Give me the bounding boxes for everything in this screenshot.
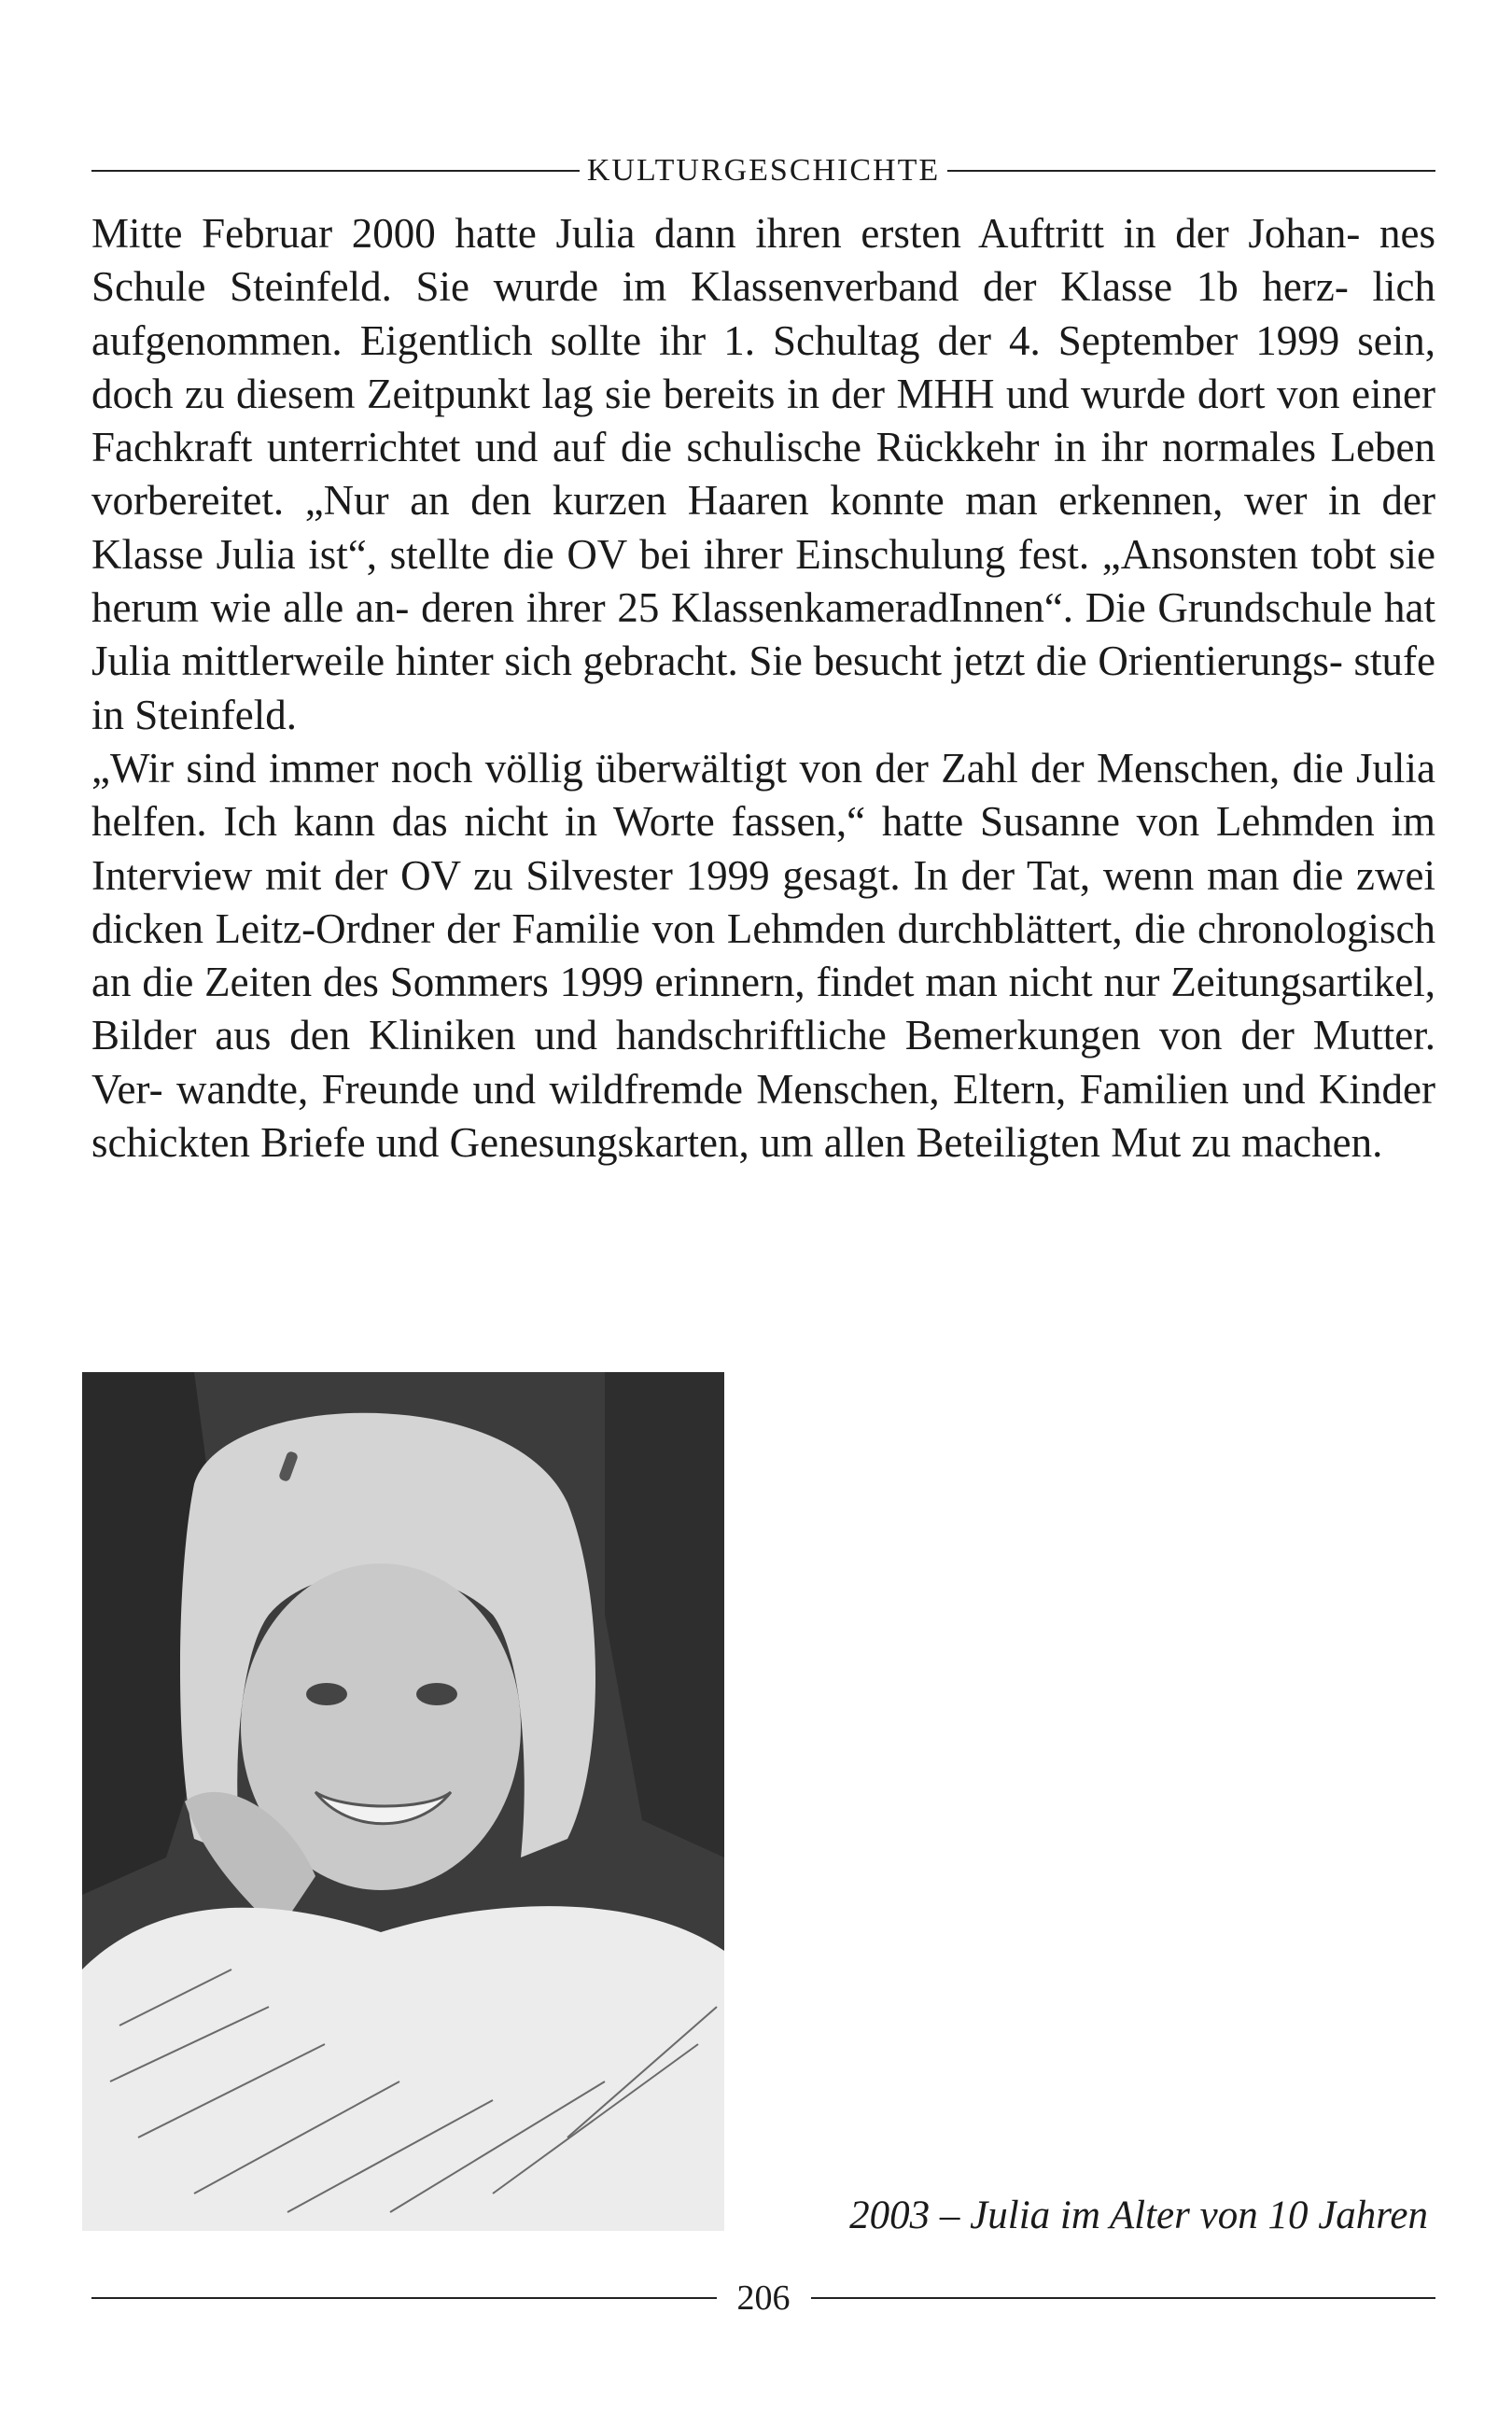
text-line: Kinder schickten Briefe und Genesungskarten, um allen Beteiligten bbox=[91, 1065, 1436, 1167]
text-line: mittlerweile hinter sich gebracht. Sie besucht jetzt die Orientierungs- bbox=[181, 638, 1343, 685]
running-title: KULTURGESCHICHTE bbox=[586, 153, 941, 188]
text-line: 1999 erinnern, findet man nicht nur Zeitungsartikel, Bilder aus den bbox=[91, 959, 1435, 1059]
portrait-illustration bbox=[82, 1372, 724, 2231]
paragraph-1 bbox=[91, 207, 1435, 742]
shirt bbox=[82, 1906, 724, 2231]
text-line: nes Schule Steinfeld. Sie wurde im Klassenverband der Klasse 1b herz- bbox=[91, 210, 1436, 311]
article-body bbox=[91, 207, 1435, 1170]
paragraph-2 bbox=[91, 742, 1435, 1170]
text-line: wandte, Freunde und wildfremde Menschen, Eltern, Familien und bbox=[176, 1065, 1306, 1113]
text-line: Mut zu machen. bbox=[1111, 1119, 1383, 1167]
left-eye bbox=[306, 1683, 347, 1705]
footer-rule-right bbox=[811, 2297, 1436, 2299]
text-line: Rückkehr in ihr normales Leben vorbereitet. „Nur an den kurzen bbox=[91, 424, 1435, 525]
text-line: wurde dort von einer Fachkraft unterrichtet und auf die schulische bbox=[91, 370, 1435, 471]
text-line: 1999 sein, doch zu diesem Zeitpunkt lag sie bereits in der MHH und bbox=[91, 316, 1435, 417]
footer-rule-left bbox=[91, 2297, 717, 2299]
text-line: Kliniken und handschriftliche Bemerkungen von der Mutter. Ver- bbox=[91, 1012, 1436, 1113]
text-line: OV bei ihrer Einschulung fest. „Ansonsten tobt sie herum wie alle an- bbox=[91, 530, 1435, 632]
text-line: die Julia helfen. Ich kann das nicht in Worte fassen,“ hatte Susanne bbox=[91, 744, 1436, 846]
running-head bbox=[91, 147, 1435, 194]
text-line: von Lehmden im Interview mit der OV zu Silvester 1999 gesagt. In bbox=[91, 798, 1436, 899]
photo-caption: 2003 – Julia im Alter von 10 Jahren bbox=[849, 2194, 1428, 2237]
text-line: deren ihrer 25 KlassenkameradInnen“. Die Grundschule hat Julia bbox=[91, 584, 1435, 685]
right-eye bbox=[416, 1683, 457, 1705]
text-line: stufe in Steinfeld. bbox=[91, 638, 1436, 738]
page-number: 206 bbox=[736, 2278, 791, 2318]
header-rule-left bbox=[91, 170, 580, 172]
text-line: Lehmden durchblättert, die chronologisch an die Zeiten des Sommers bbox=[91, 904, 1435, 1006]
page-footer bbox=[91, 2272, 1435, 2324]
text-line: „Wir sind immer noch völlig überwältigt von der Zahl der Menschen, bbox=[91, 744, 1281, 792]
text-line: Haaren konnte man erkennen, wer in der Klasse Julia ist“, stellte die bbox=[91, 477, 1436, 578]
text-line: Mitte Februar 2000 hatte Julia dann ihren ersten Auftritt in der Johan- bbox=[91, 210, 1361, 257]
text-line: der Tat, wenn man die zwei dicken Leitz-Ordner der Familie von bbox=[91, 851, 1435, 952]
header-rule-right bbox=[947, 170, 1435, 172]
text-line: lich aufgenommen. Eigentlich sollte ihr 1. Schultag der 4. September bbox=[91, 263, 1436, 364]
portrait-photo bbox=[82, 1372, 724, 2231]
